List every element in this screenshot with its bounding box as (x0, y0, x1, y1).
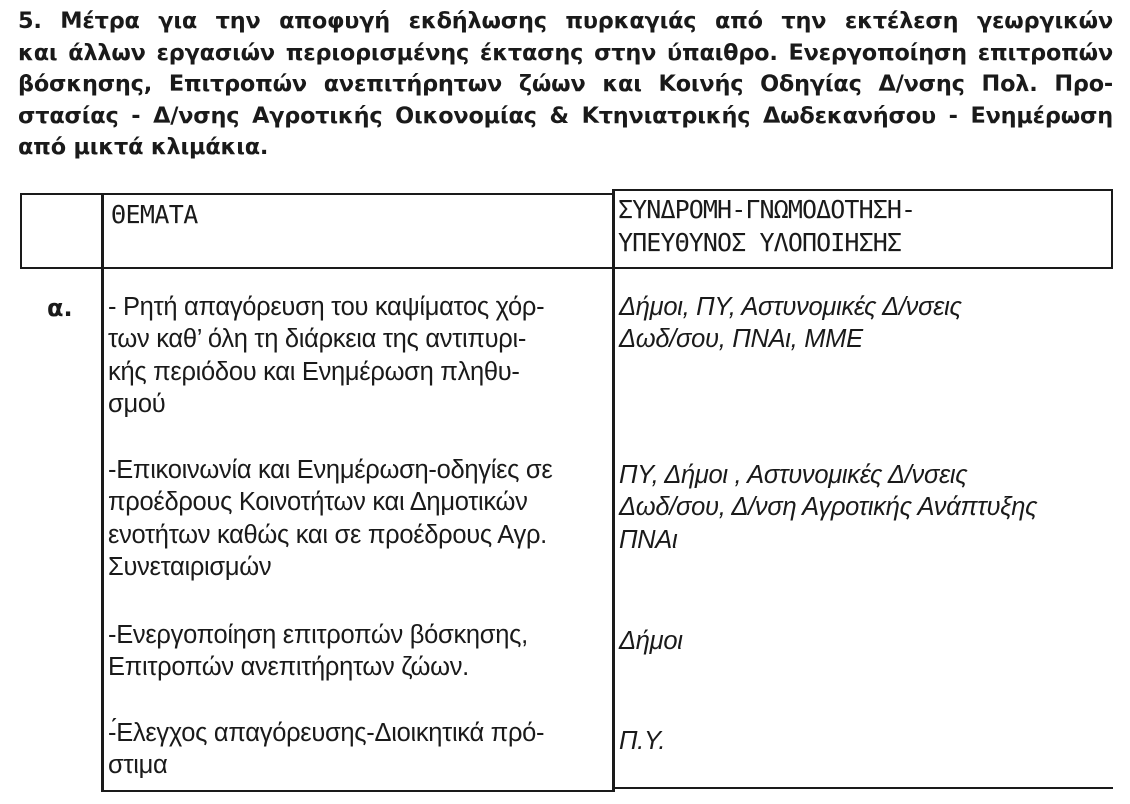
topic-item (108, 454, 598, 583)
topic-line: -́Ελεγχος απαγόρευσης-Διοικητικά πρό- (108, 719, 545, 747)
table-top-border-right (614, 189, 1113, 191)
topic-line: κής περιόδου και Ενημέρωση πληθυ- (108, 357, 520, 386)
responsible-item (619, 459, 1037, 556)
topic-line: των καθ’ όλη τη διάρκεια της αντιπυρι- (108, 325, 527, 354)
section-heading (18, 6, 1113, 164)
heading-line: 5. Μέτρα για την αποφυγή εκδήλωσης πυρκαγιάς από την εκτέλεση γεωργικών (18, 8, 1113, 34)
responsible-column-header (618, 194, 915, 259)
table-bottom-border-right (614, 787, 1113, 789)
topics-column-header: ΘΕΜΑΤΑ (111, 200, 198, 229)
topic-line: προέδρους Κοινοτήτων και Δημοτικών (108, 488, 528, 517)
topic-item (108, 717, 598, 782)
heading-line: στασίας - Δ/νσης Αγροτικής Οικονομίας & Κτηνιατρικής Δωδεκανήσου - Ενημέρωση (18, 102, 1113, 129)
table-top-border-left (20, 193, 614, 195)
responsible-line: Δωδ/σου, Δ/νση Αγροτικής Ανάπτυξης (619, 493, 1038, 522)
number-column-divider (101, 193, 104, 792)
responsible-line: Π.Υ. (619, 727, 666, 755)
topic-line: ενοτήτων καθώς και σε προέδρους Αγρ. (108, 520, 547, 549)
heading-line: βόσκησης, Επιτροπών ανεπιτήρητων ζώων και Κοινής Οδηγίας Δ/νσης Πολ. Προ- (18, 71, 1113, 97)
table-bottom-border-left (102, 790, 614, 792)
responsible-line: Δήμοι (619, 627, 683, 655)
row-label: α. (47, 294, 73, 322)
responsible-header-line: ΥΠΕΥΘΥΝΟΣ ΥΛΟΠΟΙΗΣΗΣ (618, 227, 902, 257)
responsible-line: ΠΝΑι (619, 525, 678, 554)
responsible-item (619, 291, 962, 356)
heading-line: από μικτά κλιμάκια. (18, 134, 269, 160)
measures-table (20, 189, 1113, 793)
responsible-header-line: ΣΥΝΔΡΟΜΗ-ΓΝΩΜΟΔΟΤΗΣΗ- (618, 195, 916, 224)
heading-line: και άλλων εργασιών περιορισμένης έκτασης στην ύπαιθρο. Ενεργοποίηση επιτροπών (18, 39, 1113, 66)
topic-line: Επιτροπών ανεπιτήρητων ζώων. (108, 653, 469, 682)
responsible-line: Δωδ/σου, ΠΝΑι, ΜΜΕ (619, 325, 863, 354)
header-divider (20, 267, 1113, 269)
responsible-line: Δήμοι, ΠΥ, Αστυνομικές Δ/νσεις (619, 293, 962, 321)
responsible-line: ΠΥ, Δήμοι , Αστυνομικές Δ/νσεις (619, 461, 968, 489)
topic-item (108, 619, 598, 684)
topic-item (108, 291, 598, 420)
topics-column-divider (612, 189, 615, 792)
topic-line: στιμα (108, 751, 168, 780)
topic-line: -Επικοινωνία και Ενημέρωση-οδηγίες σε (108, 456, 553, 484)
topic-line: Συνεταιρισμών (108, 552, 272, 581)
table-right-border (1111, 189, 1113, 269)
topic-line: - Ρητή απαγόρευση του καψίματος χόρ- (108, 293, 545, 321)
responsible-item (619, 725, 665, 757)
topic-line: σμού (108, 389, 166, 418)
topic-line: -Ενεργοποίηση επιτροπών βόσκησης, (108, 621, 528, 649)
table-left-border (20, 193, 22, 269)
responsible-item (619, 625, 683, 657)
